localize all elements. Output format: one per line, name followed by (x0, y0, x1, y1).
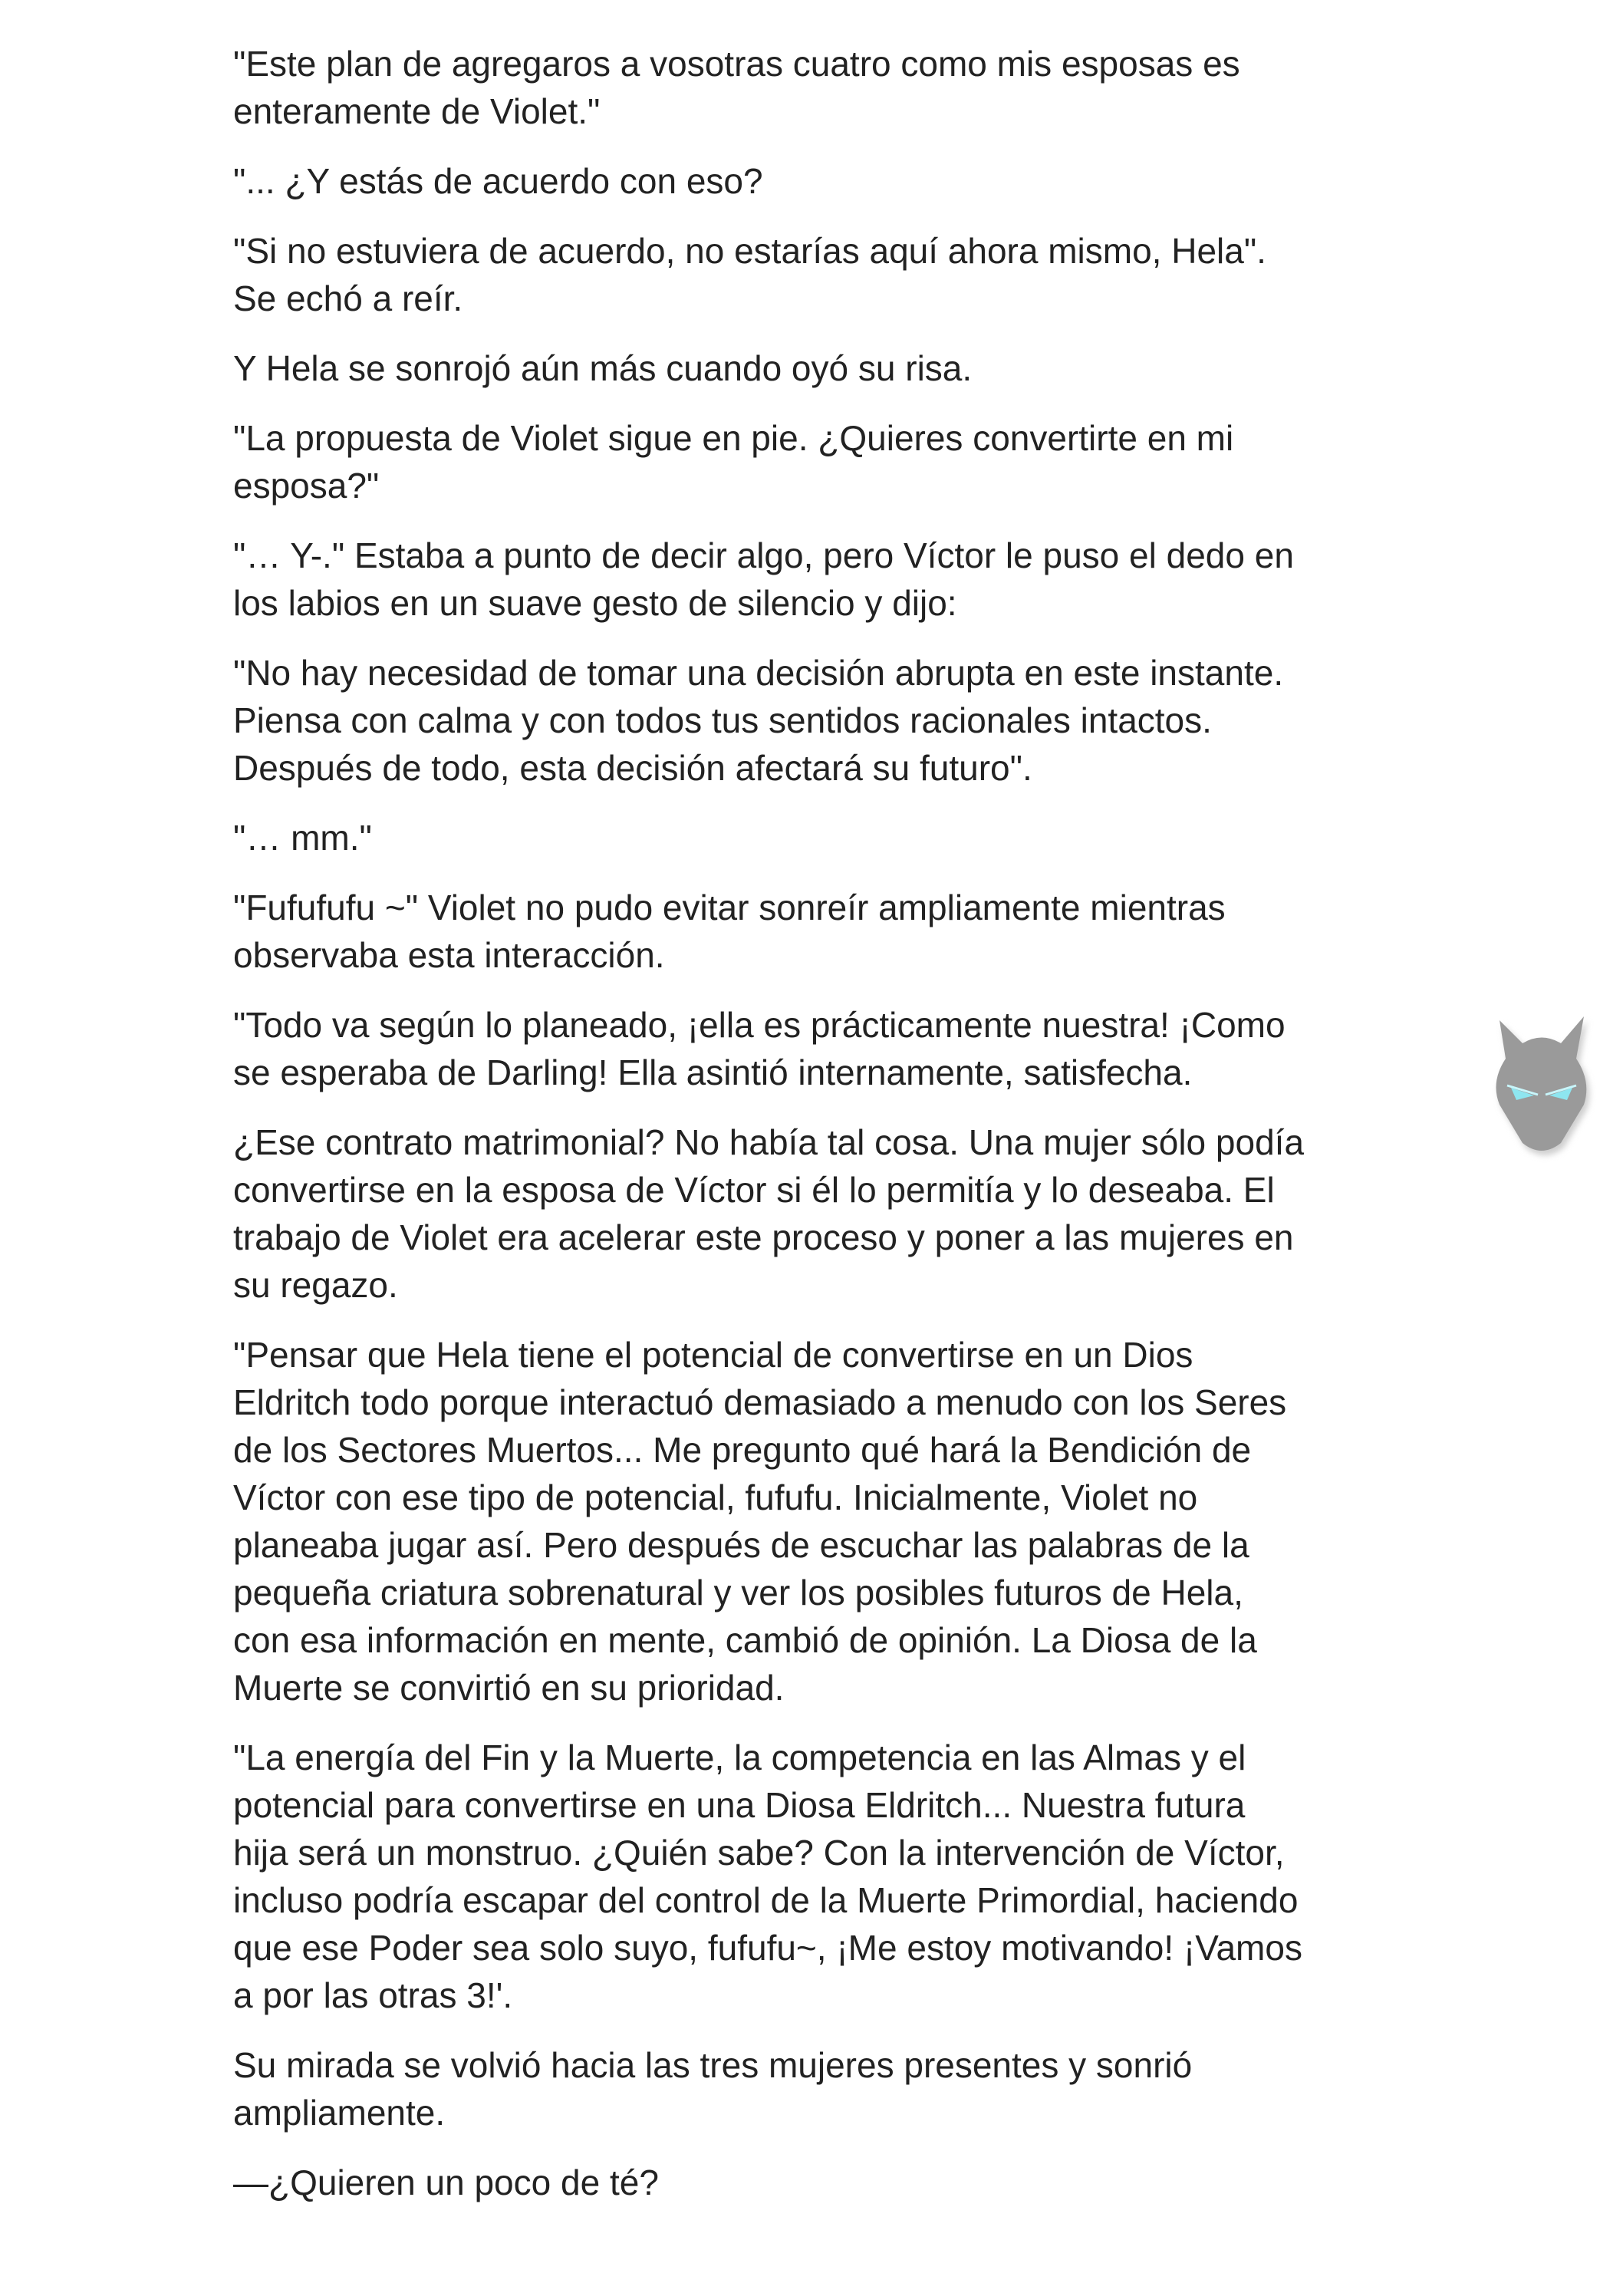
text-line: "Si no estuviera de acuerdo, no estarías aquí ahora mismo, Hela". (233, 231, 1266, 271)
paragraph (233, 2041, 1407, 2136)
text-line: hija será un monstruo. ¿Quién sabe? Con la intervención de Víctor, (233, 1833, 1285, 1873)
text-line: ¿Ese contrato matrimonial? No había tal cosa. Una mujer sólo podía (233, 1122, 1305, 1162)
text-line: ampliamente. (233, 2093, 446, 2133)
text-line: pequeña criatura sobrenatural y ver los posibles futuros de Hela, (233, 1573, 1243, 1612)
text-line: "La energía del Fin y la Muerte, la competencia en las Almas y el (233, 1738, 1246, 1777)
text-line: "Pensar que Hela tiene el potencial de convertirse en un Dios (233, 1335, 1193, 1375)
text-line: se esperaba de Darling! Ella asintió internamente, satisfecha. (233, 1052, 1193, 1092)
text-line: enteramente de Violet." (233, 91, 601, 131)
text-line: de los Sectores Muertos... Me pregunto qué hará la Bendición de (233, 1430, 1252, 1470)
paragraph (233, 1734, 1407, 2019)
text-line: "… mm." (233, 818, 372, 858)
text-line: Víctor con ese tipo de potencial, fufufu. Inicialmente, Violet no (233, 1477, 1198, 1517)
text-line: potencial para convertirse en una Diosa Eldritch... Nuestra futura (233, 1785, 1246, 1825)
text-line: que ese Poder sea solo suyo, fufufu~, ¡Me estoy motivando! ¡Vamos (233, 1928, 1302, 1968)
text-line: esposa?" (233, 466, 380, 506)
paragraph (233, 884, 1407, 979)
text-line: "Todo va según lo planeado, ¡ella es prácticamente nuestra! ¡Como (233, 1005, 1286, 1045)
text-line: convertirse en la esposa de Víctor si él lo permitía y lo deseaba. El (233, 1170, 1275, 1210)
text-line: Después de todo, esta decisión afectará su futuro". (233, 748, 1032, 788)
paragraph (233, 344, 1407, 392)
text-line: Y Hela se sonrojó aún más cuando oyó su risa. (233, 348, 973, 388)
text-line: "No hay necesidad de tomar una decisión abrupta en este instante. (233, 653, 1284, 693)
paragraph (233, 532, 1407, 627)
paragraph (233, 2159, 1407, 2206)
text-line: Muerte se convirtió en su prioridad. (233, 1668, 785, 1708)
paragraph (233, 157, 1407, 205)
paragraph (233, 227, 1407, 322)
text-line: a por las otras 3!'. (233, 1975, 513, 2015)
text-line: trabajo de Violet era acelerar este proceso y poner a las mujeres en (233, 1217, 1294, 1257)
text-line: —¿Quieren un poco de té? (233, 2163, 659, 2202)
paragraph (233, 649, 1407, 792)
paragraph (233, 1118, 1407, 1309)
text-line: "Este plan de agregaros a vosotras cuatro como mis esposas es (233, 44, 1240, 84)
text-line: "La propuesta de Violet sigue en pie. ¿Quieres convertirte en mi (233, 418, 1234, 458)
text-line: "Fufufufu ~" Violet no pudo evitar sonreír ampliamente mientras (233, 888, 1226, 927)
paragraph (233, 814, 1407, 861)
paragraph (233, 414, 1407, 509)
text-line: observaba esta interacción. (233, 935, 665, 975)
text-line: incluso podría escapar del control de la Muerte Primordial, haciendo (233, 1880, 1299, 1920)
text-line: con esa información en mente, cambió de opinión. La Diosa de la (233, 1620, 1257, 1660)
paragraph (233, 1331, 1407, 1711)
paragraph (233, 1001, 1407, 1096)
text-line: su regazo. (233, 1265, 398, 1305)
text-line: Eldritch todo porque interactuó demasiado a menudo con los Seres (233, 1382, 1287, 1422)
text-line: Su mirada se volvió hacia las tres mujeres presentes y sonrió (233, 2045, 1193, 2085)
text-line: planeaba jugar así. Pero después de escuchar las palabras de la (233, 1525, 1249, 1565)
document-body (233, 40, 1407, 2228)
text-line: los labios en un suave gesto de silencio y dijo: (233, 583, 957, 623)
text-line: Se echó a reír. (233, 278, 463, 318)
text-line: Piensa con calma y con todos tus sentidos racionales intactos. (233, 700, 1212, 740)
text-line: "... ¿Y estás de acuerdo con eso? (233, 161, 763, 201)
demon-head-watermark-icon (1469, 997, 1615, 1166)
text-line: "… Y-." Estaba a punto de decir algo, pero Víctor le puso el dedo en (233, 535, 1294, 575)
paragraph (233, 40, 1407, 135)
